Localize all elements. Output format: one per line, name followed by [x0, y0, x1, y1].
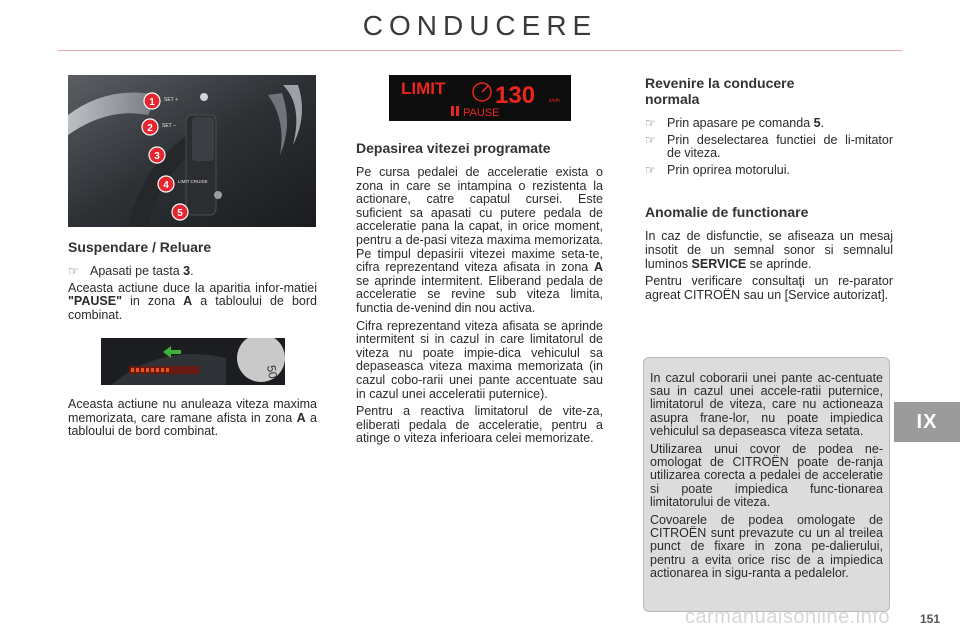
paragraph: Aceasta actiune duce la aparitia infor-matiei "PAUSE" in zona A a tabloului de bord combinat. — [68, 280, 317, 322]
heading-overspeed: Depasirea vitezei programate — [356, 140, 551, 156]
heading-return-normal: Revenire la conducere normala — [645, 75, 795, 107]
paragraph: Cifra reprezentand viteza afisata se aprinde intermitent si in cazul in care limitatorul de viteza nu poate impie-dica vehiculul sa depaseasca viteza maxima memorizata (in cazul cobo-rarii unei pante accentuate sau in cazul unei acceleratii puternice). — [356, 318, 603, 401]
steering-wheel-figure — [68, 75, 316, 227]
label-limit-cruise: LIMIT CRUISE — [178, 179, 208, 184]
display-speed: 130 — [495, 82, 536, 109]
heading-suspend-resume: Suspendare / Reluare — [68, 239, 212, 255]
paragraph: Covoarele de podea omologate de CITROËN sunt prevazute cu un al treilea punct de fixare in zona pe-dalierului, pentru a evita orice risc de a impiedica actionarea in sigu-ranta a pedalelor. — [650, 513, 883, 580]
label-set-minus: SET – — [162, 123, 176, 129]
page-title: CONDUCERE — [362, 10, 598, 41]
header-rule — [58, 50, 902, 51]
note-box — [643, 357, 890, 612]
limit-display-figure — [389, 75, 571, 121]
svg-text:5: 5 — [177, 208, 183, 219]
list-item: ☞ Prin apasare pe comanda 5. — [645, 116, 825, 130]
page-number: 151 — [919, 612, 940, 626]
paragraph: In cazul coborarii unei pante ac-centuate sau in cazul unei accele-ratii puternice, limitatorul de viteza, care nu actioneaza asupra frane-lor, nu poate impiedica vehiculul sa depaseasca viteza setata. — [650, 371, 883, 438]
svg-text:1: 1 — [149, 97, 155, 108]
paragraph: Aceasta actiune nu anuleaza viteza maxima memorizata, care ramane afista in zona A a tabloului de bord combinat. — [68, 397, 317, 439]
pointing-hand-icon: ☞ — [645, 132, 656, 147]
heading-malfunction: Anomalie de functionare — [645, 204, 809, 221]
pointing-hand-icon: ☞ — [645, 162, 656, 177]
display-unit: km/h — [549, 98, 560, 104]
paragraph: Pentru a reactiva limitatorul de vite-za, eliberati pedala de acceleratie, pentru a atinge o viteza inferioara celei memorizate. — [356, 404, 603, 446]
list-item: ☞ Prin oprirea motorului. — [645, 162, 790, 177]
paragraph: Pentru verificare consultaţi un re-parator agreat CITROËN sau un [Service autorizat]. — [645, 274, 893, 302]
display-limit: LIMIT — [401, 79, 446, 98]
watermark: carmanualsonline.info — [684, 606, 890, 628]
svg-text:4: 4 — [163, 180, 169, 191]
pointing-hand-icon: ☞ — [68, 264, 79, 278]
list-item: ☞ Apasati pe tasta 3. — [68, 264, 194, 278]
list-item: ☞ Prin deselectarea functiei de li-mitator de viteza. — [645, 132, 893, 161]
label-set-plus: SET + — [164, 97, 178, 103]
instrument-cluster-figure — [101, 338, 285, 385]
paragraph: In caz de disfunctie, se afiseaza un mesaj insotit de un semnal sonor si semnalul luminos SERVICE se aprinde. — [645, 229, 893, 271]
gauge-value: 50 — [264, 364, 281, 380]
paragraph: Utilizarea unui covor de podea ne-omologat de CITROËN poate de-ranja utilizarea corecta a pedalei de acceleratie si poate impiedica func-tionarea limitatorului de viteza. — [650, 442, 883, 509]
display-pause: PAUSE — [463, 107, 500, 119]
paragraph: Pe cursa pedalei de acceleratie exista o zona in care se intampina o rezistenta la actionare, catre capatul cursei. Este suficient sa apasati cu putere pedala de acceleratie pana la capat, in orice moment, pentru a de-pasi viteza maxima memorizata. Pe timpul depasirii vitezei maxime seta-te, cifra reprezentand viteza afisata in zona A se aprinde intermitent. Eliberand pedala de acceleratie se revine sub viteza limita, functia de-venind din nou activa. — [356, 165, 603, 315]
svg-text:3: 3 — [154, 151, 160, 162]
pointing-hand-icon: ☞ — [645, 116, 656, 130]
chapter-tab: IX — [894, 402, 960, 442]
svg-text:2: 2 — [147, 123, 153, 134]
